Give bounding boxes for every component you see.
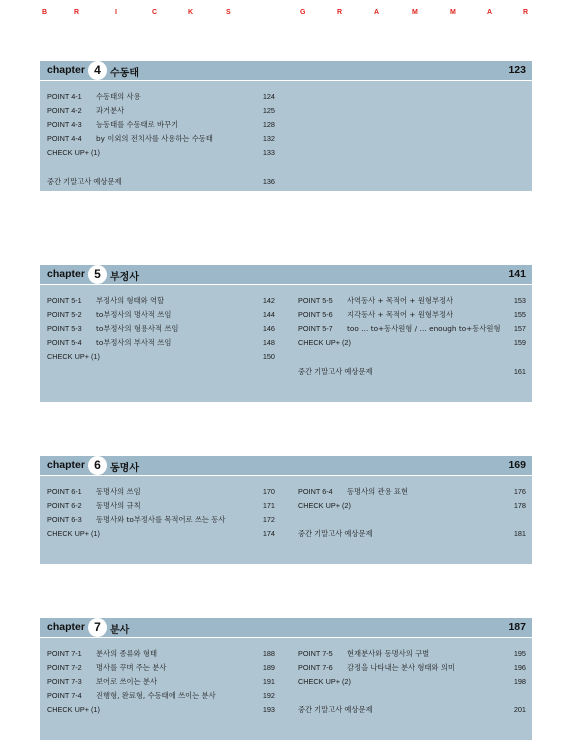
toc-entry-point: CHECK UP+ (1) <box>47 705 100 714</box>
chapter-label: chapter <box>47 621 85 633</box>
toc-entry-point: POINT 5-4 <box>47 338 82 347</box>
chapter-contents <box>40 637 532 740</box>
header-letter: B <box>42 9 48 16</box>
toc-entry-title: too … to+동사원형 / … enough to+동사원형 <box>347 324 501 333</box>
toc-entry-point: POINT 5-3 <box>47 324 82 333</box>
toc-entry <box>47 92 275 104</box>
toc-entry-page: 125 <box>262 106 275 115</box>
toc-entry-page: 195 <box>513 649 526 658</box>
toc-entry-point: CHECK UP+ (2) <box>298 501 351 510</box>
toc-entry-title: 분사의 종류와 형태 <box>96 649 158 658</box>
toc-entry <box>47 120 275 132</box>
chapter-title: 분사 <box>110 625 130 636</box>
toc-entry-title: 능동태를 수동태로 바꾸기 <box>96 120 179 129</box>
toc-entry <box>47 324 275 336</box>
chapter-block <box>40 61 532 191</box>
chapter-title: 부정사 <box>110 272 139 283</box>
toc-entry-page: 192 <box>262 691 275 700</box>
toc-entry <box>298 529 526 541</box>
toc-entry-title: 현재분사와 동명사의 구별 <box>347 649 430 658</box>
chapter-title: 동명사 <box>110 463 139 474</box>
series-title-letters <box>0 9 564 21</box>
toc-entry-title: to부정사의 명사적 쓰임 <box>96 310 172 319</box>
toc-entry-page: 189 <box>262 663 275 672</box>
header-letter: A <box>374 9 380 16</box>
toc-entry <box>298 367 526 379</box>
toc-entry-page: 176 <box>513 487 526 496</box>
chapter-page-number: 123 <box>508 64 526 76</box>
toc-entry <box>47 487 275 499</box>
toc-entry-point: POINT 5-6 <box>298 310 333 319</box>
chapter-number-badge: 4 <box>88 61 107 80</box>
toc-entry-point: CHECK UP+ (1) <box>47 529 100 538</box>
toc-entry-page: 155 <box>513 310 526 319</box>
header-letter: R <box>74 9 80 16</box>
toc-entry <box>298 296 526 308</box>
chapter-page-number: 169 <box>508 459 526 471</box>
toc-entry-page: 201 <box>513 705 526 714</box>
chapter-page-number: 141 <box>508 268 526 280</box>
toc-entry <box>47 338 275 350</box>
toc-entry-title: to부정사의 부사적 쓰임 <box>96 338 172 347</box>
header-letter: A <box>487 9 493 16</box>
toc-entry-point: 중간 기말고사 예상문제 <box>47 177 122 186</box>
toc-entry <box>298 663 526 675</box>
toc-entry <box>47 310 275 322</box>
toc-entry-point: POINT 5-2 <box>47 310 82 319</box>
toc-entry-page: 157 <box>513 324 526 333</box>
chapter-number-badge: 5 <box>88 265 107 284</box>
toc-entry-page: 174 <box>262 529 275 538</box>
toc-entry-point: POINT 5-1 <box>47 296 82 305</box>
toc-entry-page: 124 <box>262 92 275 101</box>
chapter-contents <box>40 80 532 191</box>
toc-entry-title: 동명사의 쓰임 <box>96 487 141 496</box>
toc-entry <box>47 691 275 703</box>
toc-entry-page: 191 <box>262 677 275 686</box>
chapter-header <box>40 265 532 284</box>
toc-entry-point: POINT 4-4 <box>47 134 82 143</box>
toc-entry-title: 동명사와 to부정사를 목적어로 쓰는 동사 <box>96 515 226 524</box>
toc-entry-page: 172 <box>262 515 275 524</box>
toc-entry <box>47 177 275 189</box>
toc-entry <box>47 296 275 308</box>
toc-entry-point: 중간 기말고사 예상문제 <box>298 367 373 376</box>
toc-entry-point: POINT 5-7 <box>298 324 333 333</box>
toc-entry-page: 142 <box>262 296 275 305</box>
toc-entry-page: 148 <box>262 338 275 347</box>
toc-entry-title: 부정사의 형태와 역할 <box>96 296 165 305</box>
chapter-number-badge: 7 <box>88 618 107 637</box>
header-letter: I <box>115 9 117 16</box>
chapter-number-badge: 6 <box>88 456 107 475</box>
toc-entry-title: 수동태의 사용 <box>96 92 141 101</box>
toc-entry <box>47 106 275 118</box>
toc-entry-title: 과거분사 <box>96 106 125 115</box>
toc-entry-point: CHECK UP+ (1) <box>47 352 100 361</box>
toc-entry-title: to부정사의 형용사적 쓰임 <box>96 324 179 333</box>
toc-entry-title: 진행형, 완료형, 수동태에 쓰이는 분사 <box>96 691 216 700</box>
toc-entry <box>47 705 275 717</box>
toc-entry-point: POINT 6-4 <box>298 487 333 496</box>
chapter-contents <box>40 475 532 564</box>
chapter-header <box>40 456 532 475</box>
toc-entry-title: 사역동사 + 목적어 + 원형부정사 <box>347 296 454 305</box>
toc-entry-page: 170 <box>262 487 275 496</box>
toc-entry-point: POINT 7-5 <box>298 649 333 658</box>
header-letter: K <box>188 9 194 16</box>
toc-entry <box>298 324 526 336</box>
toc-entry <box>298 501 526 513</box>
toc-entry <box>298 649 526 661</box>
toc-entry-page: 193 <box>262 705 275 714</box>
chapter-header <box>40 61 532 80</box>
toc-entry-point: POINT 7-6 <box>298 663 333 672</box>
toc-entry-title: 감정을 나타내는 분사 형태와 의미 <box>347 663 455 672</box>
toc-entry-page: 171 <box>262 501 275 510</box>
toc-entry-point: CHECK UP+ (2) <box>298 338 351 347</box>
chapter-contents <box>40 284 532 402</box>
toc-entry <box>298 338 526 350</box>
toc-entry <box>47 352 275 364</box>
toc-entry-page: 161 <box>513 367 526 376</box>
chapter-page-number: 187 <box>508 621 526 633</box>
toc-entry-point: POINT 7-2 <box>47 663 82 672</box>
toc-entry-page: 188 <box>262 649 275 658</box>
toc-entry-title: 동명사의 규칙 <box>96 501 141 510</box>
toc-entry <box>298 677 526 689</box>
toc-entry <box>47 501 275 513</box>
toc-entry <box>298 310 526 322</box>
toc-entry <box>47 134 275 146</box>
toc-entry-title: 동명사의 관용 표현 <box>347 487 409 496</box>
toc-entry-point: POINT 4-1 <box>47 92 82 101</box>
toc-entry-point: CHECK UP+ (1) <box>47 148 100 157</box>
toc-entry-point: POINT 5-5 <box>298 296 333 305</box>
header-letter: M <box>450 9 456 16</box>
toc-entry-page: 146 <box>262 324 275 333</box>
toc-entry-point: CHECK UP+ (2) <box>298 677 351 686</box>
toc-entry-page: 181 <box>513 529 526 538</box>
toc-entry-point: POINT 6-3 <box>47 515 82 524</box>
toc-entry-point: POINT 7-4 <box>47 691 82 700</box>
toc-entry-point: POINT 7-1 <box>47 649 82 658</box>
chapter-block <box>40 265 532 402</box>
toc-entry-point: 중간 기말고사 예상문제 <box>298 529 373 538</box>
toc-entry-point: POINT 7-3 <box>47 677 82 686</box>
toc-entry-page: 196 <box>513 663 526 672</box>
toc-entry-page: 136 <box>262 177 275 186</box>
header-letter: M <box>412 9 418 16</box>
toc-entry-page: 132 <box>262 134 275 143</box>
toc-entry <box>298 487 526 499</box>
chapter-header <box>40 618 532 637</box>
toc-entry-point: POINT 6-1 <box>47 487 82 496</box>
toc-entry-point: POINT 4-3 <box>47 120 82 129</box>
header-letter: R <box>337 9 343 16</box>
header-letter: R <box>523 9 529 16</box>
toc-entry-point: POINT 4-2 <box>47 106 82 115</box>
toc-entry-title: 보어로 쓰이는 분사 <box>96 677 158 686</box>
toc-entry-point: POINT 6-2 <box>47 501 82 510</box>
chapter-block <box>40 618 532 740</box>
chapter-label: chapter <box>47 64 85 76</box>
toc-entry <box>47 677 275 689</box>
toc-entry-page: 178 <box>513 501 526 510</box>
toc-entry <box>47 515 275 527</box>
chapter-label: chapter <box>47 459 85 471</box>
toc-entry-title: 지각동사 + 목적어 + 원형부정사 <box>347 310 454 319</box>
toc-entry-page: 133 <box>262 148 275 157</box>
toc-entry <box>47 148 275 160</box>
toc-entry-page: 153 <box>513 296 526 305</box>
header-letter: C <box>152 9 158 16</box>
toc-entry-page: 128 <box>262 120 275 129</box>
toc-entry <box>47 649 275 661</box>
chapter-label: chapter <box>47 268 85 280</box>
toc-entry-page: 150 <box>262 352 275 361</box>
header-letter: G <box>300 9 306 16</box>
chapter-title: 수동태 <box>110 68 139 79</box>
toc-entry-page: 159 <box>513 338 526 347</box>
toc-entry-title: by 이외의 전치사를 사용하는 수동태 <box>96 134 213 143</box>
toc-entry-page: 198 <box>513 677 526 686</box>
chapter-block <box>40 456 532 564</box>
toc-entry <box>47 663 275 675</box>
toc-entry-title: 명사를 꾸며 주는 분사 <box>96 663 167 672</box>
toc-entry <box>298 705 526 717</box>
toc-entry <box>47 529 275 541</box>
toc-entry-page: 144 <box>262 310 275 319</box>
header-letter: S <box>226 9 231 16</box>
toc-entry-point: 중간 기말고사 예상문제 <box>298 705 373 714</box>
